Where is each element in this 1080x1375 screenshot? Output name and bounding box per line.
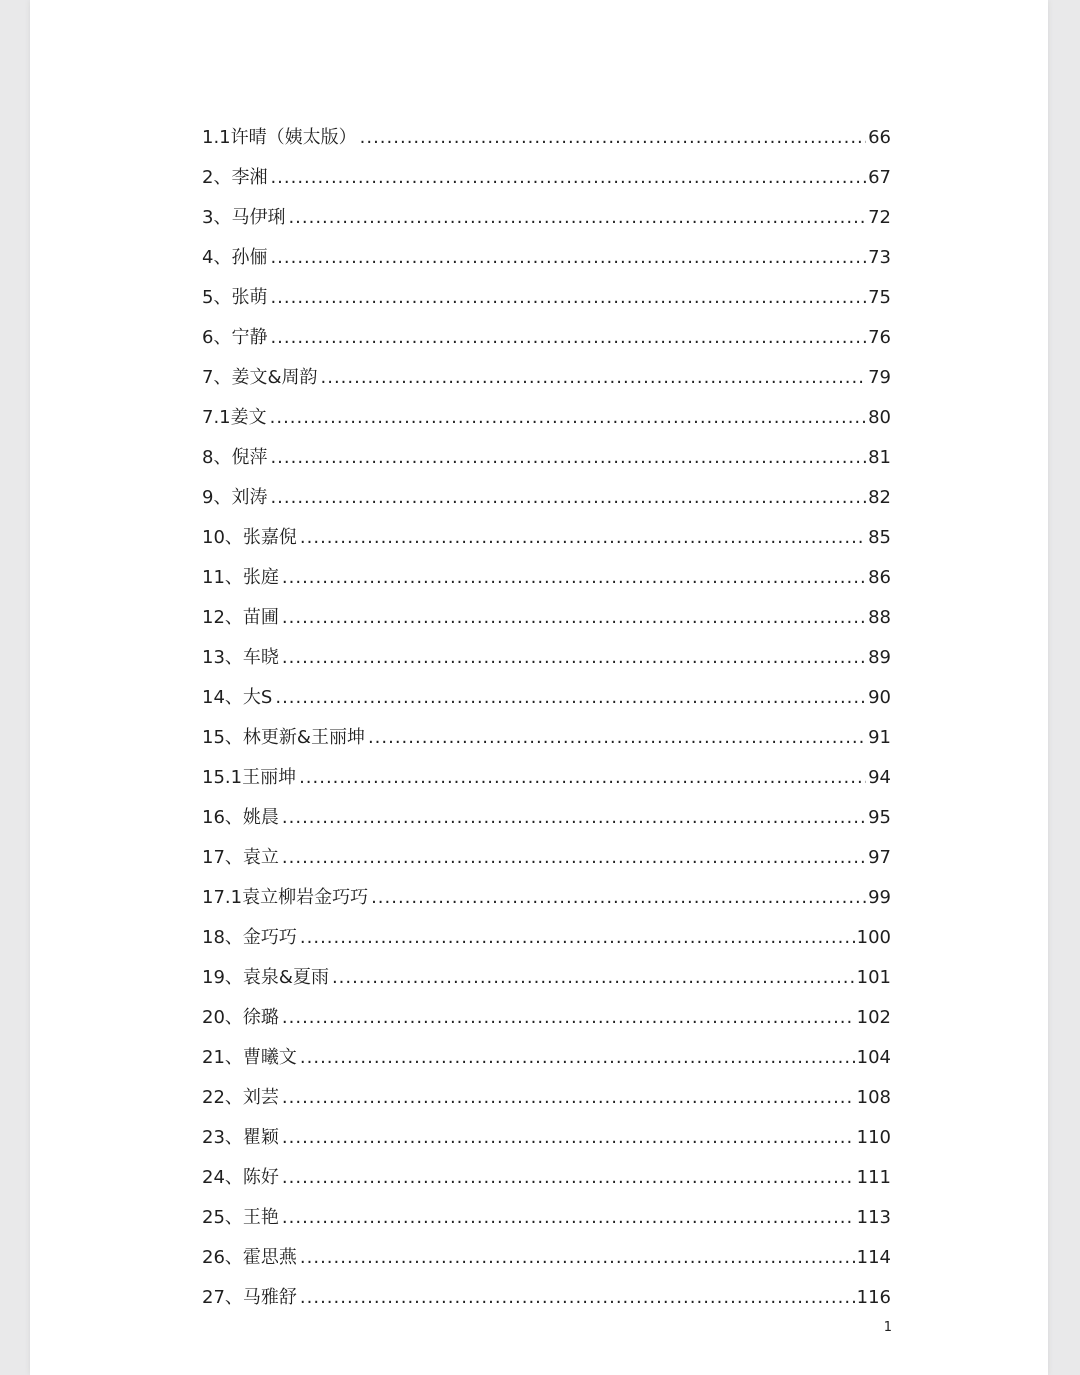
table-of-contents: [202, 118, 891, 1318]
toc-entry[interactable]: [202, 358, 891, 398]
toc-entry[interactable]: [202, 518, 891, 558]
toc-entry-page-number: 101: [856, 967, 891, 988]
toc-entry-title: 22、刘芸: [202, 1087, 279, 1108]
toc-entry-page-number: 88: [868, 607, 891, 628]
toc-entry-title: 17、袁立: [202, 847, 279, 868]
toc-entry[interactable]: [202, 958, 891, 998]
toc-entry[interactable]: [202, 998, 891, 1038]
toc-entry[interactable]: [202, 838, 891, 878]
toc-dot-leader: [282, 638, 866, 678]
toc-entry[interactable]: [202, 558, 891, 598]
toc-entry-page-number: 72: [868, 207, 891, 228]
toc-entry-title: 2、李湘: [202, 167, 268, 188]
toc-entry-page-number: 94: [868, 767, 891, 788]
toc-dot-leader: [282, 838, 866, 878]
toc-dot-leader: [282, 998, 855, 1038]
toc-dot-leader: [371, 878, 866, 918]
toc-entry-page-number: 67: [868, 167, 891, 188]
toc-dot-leader: [270, 478, 866, 518]
toc-entry[interactable]: [202, 638, 891, 678]
toc-entry-title: 13、车晓: [202, 647, 279, 668]
toc-entry-page-number: 111: [856, 1167, 891, 1188]
toc-entry-title: 16、姚晨: [202, 807, 279, 828]
toc-entry-page-number: 116: [856, 1287, 891, 1308]
toc-entry-title: 20、徐璐: [202, 1007, 279, 1028]
toc-entry[interactable]: [202, 118, 891, 158]
toc-dot-leader: [360, 118, 866, 158]
toc-entry-title: 19、袁泉&夏雨: [202, 967, 329, 988]
toc-entry-page-number: 97: [868, 847, 891, 868]
toc-entry-page-number: 79: [868, 367, 891, 388]
toc-dot-leader: [270, 318, 866, 358]
toc-dot-leader: [270, 438, 866, 478]
toc-dot-leader: [299, 758, 866, 798]
toc-entry[interactable]: [202, 1198, 891, 1238]
toc-entry[interactable]: [202, 1158, 891, 1198]
toc-dot-leader: [368, 718, 866, 758]
toc-entry-title: 6、宁静: [202, 327, 268, 348]
toc-entry-page-number: 100: [856, 927, 891, 948]
toc-dot-leader: [282, 598, 866, 638]
toc-entry-title: 5、张萌: [202, 287, 268, 308]
toc-entry-title: 9、刘涛: [202, 487, 268, 508]
toc-entry-title: 17.1袁立柳岩金巧巧: [202, 887, 369, 908]
toc-dot-leader: [275, 678, 866, 718]
toc-entry[interactable]: [202, 878, 891, 918]
toc-entry-title: 15、林更新&王丽坤: [202, 727, 365, 748]
toc-entry-page-number: 114: [856, 1247, 891, 1268]
toc-entry-page-number: 82: [868, 487, 891, 508]
toc-entry-title: 4、孙俪: [202, 247, 268, 268]
toc-entry-page-number: 80: [868, 407, 891, 428]
toc-entry-title: 21、曹曦文: [202, 1047, 297, 1068]
toc-entry-title: 7.1姜文: [202, 407, 267, 428]
toc-entry[interactable]: [202, 1238, 891, 1278]
toc-entry-page-number: 108: [856, 1087, 891, 1108]
toc-entry-title: 8、倪萍: [202, 447, 268, 468]
toc-dot-leader: [300, 1238, 855, 1278]
toc-entry-page-number: 104: [856, 1047, 891, 1068]
toc-entry-title: 24、陈好: [202, 1167, 279, 1188]
toc-entry[interactable]: [202, 158, 891, 198]
toc-entry-title: 26、霍思燕: [202, 1247, 297, 1268]
toc-entry[interactable]: [202, 438, 891, 478]
toc-dot-leader: [300, 518, 866, 558]
toc-dot-leader: [270, 278, 866, 318]
toc-entry[interactable]: [202, 1118, 891, 1158]
toc-entry-title: 25、王艳: [202, 1207, 279, 1228]
toc-entry-title: 3、马伊琍: [202, 207, 286, 228]
toc-dot-leader: [300, 1038, 855, 1078]
toc-entry-page-number: 110: [856, 1127, 891, 1148]
toc-entry-title: 27、马雅舒: [202, 1287, 297, 1308]
toc-dot-leader: [288, 198, 866, 238]
toc-entry-page-number: 73: [868, 247, 891, 268]
toc-entry-page-number: 89: [868, 647, 891, 668]
toc-entry-page-number: 75: [868, 287, 891, 308]
toc-entry[interactable]: [202, 198, 891, 238]
toc-dot-leader: [321, 358, 867, 398]
toc-dot-leader: [300, 1278, 855, 1318]
toc-entry-title: 11、张庭: [202, 567, 279, 588]
toc-entry[interactable]: [202, 1078, 891, 1118]
toc-dot-leader: [270, 398, 866, 438]
toc-entry-page-number: 76: [868, 327, 891, 348]
toc-entry-title: 1.1许晴（姨太版）: [202, 127, 357, 148]
toc-entry[interactable]: [202, 678, 891, 718]
toc-entry-page-number: 85: [868, 527, 891, 548]
toc-entry-page-number: 66: [868, 127, 891, 148]
toc-entry[interactable]: [202, 318, 891, 358]
toc-dot-leader: [282, 1078, 855, 1118]
toc-entry-title: 23、瞿颖: [202, 1127, 279, 1148]
toc-entry-title: 18、金巧巧: [202, 927, 297, 948]
toc-entry[interactable]: [202, 718, 891, 758]
toc-entry-title: 15.1王丽坤: [202, 767, 297, 788]
toc-entry[interactable]: [202, 598, 891, 638]
toc-dot-leader: [282, 1118, 855, 1158]
toc-entry[interactable]: [202, 758, 891, 798]
toc-entry-page-number: 95: [868, 807, 891, 828]
toc-entry[interactable]: [202, 238, 891, 278]
toc-entry-page-number: 90: [868, 687, 891, 708]
toc-entry-page-number: 81: [868, 447, 891, 468]
toc-entry-title: 12、苗圃: [202, 607, 279, 628]
toc-entry[interactable]: [202, 918, 891, 958]
document-page: [30, 0, 1048, 1375]
toc-entry[interactable]: [202, 1038, 891, 1078]
toc-dot-leader: [270, 158, 866, 198]
toc-entry-title: 7、姜文&周韵: [202, 367, 318, 388]
toc-dot-leader: [282, 558, 866, 598]
toc-dot-leader: [282, 1198, 855, 1238]
toc-entry-page-number: 113: [856, 1207, 891, 1228]
toc-entry[interactable]: [202, 278, 891, 318]
toc-entry-title: 14、大S: [202, 687, 273, 708]
toc-entry-page-number: 91: [868, 727, 891, 748]
toc-entry[interactable]: [202, 398, 891, 438]
toc-dot-leader: [300, 918, 855, 958]
toc-entry-page-number: 86: [868, 567, 891, 588]
toc-entry[interactable]: [202, 798, 891, 838]
page-number: 1: [883, 1320, 892, 1335]
toc-dot-leader: [332, 958, 855, 998]
toc-dot-leader: [270, 238, 866, 278]
toc-entry-title: 10、张嘉倪: [202, 527, 297, 548]
toc-entry-page-number: 99: [868, 887, 891, 908]
toc-entry[interactable]: [202, 478, 891, 518]
toc-dot-leader: [282, 798, 866, 838]
toc-dot-leader: [282, 1158, 855, 1198]
toc-entry[interactable]: [202, 1278, 891, 1318]
toc-entry-page-number: 102: [856, 1007, 891, 1028]
